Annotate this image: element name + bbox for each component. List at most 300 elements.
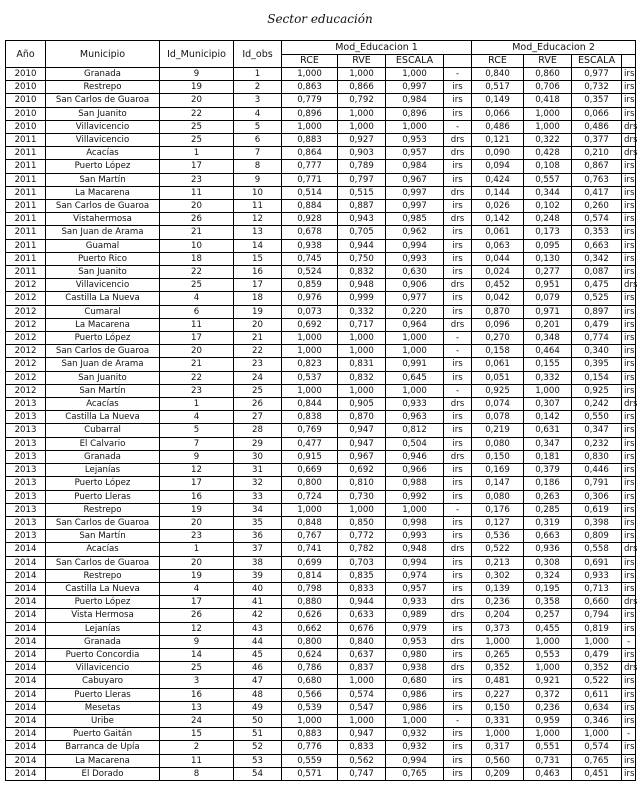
cell-escala-2: 0,897	[572, 305, 622, 318]
cell-rve-2: 0,418	[524, 94, 572, 107]
cell-escala-2: 0,475	[572, 279, 622, 292]
cell-municipio: La Macarena	[46, 186, 160, 199]
cell-id-municipio: 1	[160, 543, 234, 556]
cell-rve-2: 0,195	[524, 582, 572, 595]
table-row	[6, 688, 636, 701]
cell-ano: 2013	[6, 530, 46, 543]
cell-rve-1: 0,515	[338, 186, 386, 199]
cell-ano: 2013	[6, 424, 46, 437]
cell-ano: 2014	[6, 754, 46, 767]
cell-id-municipio: 11	[160, 318, 234, 331]
cell-returns-1: -	[444, 345, 472, 358]
cell-municipio: San Carlos de Guaroa	[46, 345, 160, 358]
cell-ano: 2011	[6, 134, 46, 147]
cell-escala-1: 0,680	[386, 675, 444, 688]
cell-escala-1: 0,957	[386, 582, 444, 595]
cell-municipio: San Carlos de Guaroa	[46, 200, 160, 213]
cell-escala-2: 0,357	[572, 94, 622, 107]
cell-returns-2: irs	[622, 173, 636, 186]
cell-returns-2: drs	[622, 147, 636, 160]
cell-rce-1: 0,571	[282, 767, 338, 780]
cell-ano: 2014	[6, 556, 46, 569]
cell-rce-1: 1,000	[282, 714, 338, 727]
cell-escala-2: 0,933	[572, 569, 622, 582]
cell-municipio: Granada	[46, 450, 160, 463]
cell-rce-2: 0,452	[472, 279, 524, 292]
cell-ano: 2011	[6, 252, 46, 265]
cell-escala-1: 0,948	[386, 543, 444, 556]
cell-rve-2: 0,706	[524, 81, 572, 94]
cell-escala-2: 0,525	[572, 292, 622, 305]
cell-rve-2: 0,102	[524, 200, 572, 213]
cell-rce-1: 0,477	[282, 437, 338, 450]
cell-rce-2: 0,176	[472, 503, 524, 516]
cell-rve-1: 0,835	[338, 569, 386, 582]
cell-rce-1: 0,678	[282, 226, 338, 239]
cell-rve-1: 1,000	[338, 384, 386, 397]
cell-rce-2: 0,925	[472, 384, 524, 397]
cell-id-municipio: 19	[160, 81, 234, 94]
cell-returns-1: irs	[444, 648, 472, 661]
cell-rce-2: 0,352	[472, 662, 524, 675]
cell-rve-2: 1,000	[524, 635, 572, 648]
cell-rce-2: 0,078	[472, 411, 524, 424]
cell-ano: 2011	[6, 213, 46, 226]
cell-returns-1: irs	[444, 94, 472, 107]
cell-rce-2: 0,147	[472, 477, 524, 490]
cell-id-obs: 40	[234, 582, 282, 595]
cell-returns-1: drs	[444, 609, 472, 622]
cell-id-obs: 50	[234, 714, 282, 727]
cell-escala-1: 1,000	[386, 120, 444, 133]
cell-returns-1: irs	[444, 358, 472, 371]
cell-municipio: Cubarral	[46, 424, 160, 437]
cell-rve-1: 0,866	[338, 81, 386, 94]
cell-returns-2: drs	[622, 134, 636, 147]
cell-id-municipio: 20	[160, 556, 234, 569]
cell-escala-1: 0,998	[386, 516, 444, 529]
table-body	[6, 68, 636, 781]
cell-rce-2: 0,142	[472, 213, 524, 226]
cell-municipio: San Martín	[46, 173, 160, 186]
cell-rve-2: 0,263	[524, 490, 572, 503]
cell-id-municipio: 17	[160, 596, 234, 609]
cell-ano: 2011	[6, 147, 46, 160]
cell-rve-1: 0,833	[338, 582, 386, 595]
cell-id-obs: 9	[234, 173, 282, 186]
cell-municipio: San Carlos de Guaroa	[46, 94, 160, 107]
cell-municipio: San Carlos de Guaroa	[46, 516, 160, 529]
cell-rve-1: 0,905	[338, 398, 386, 411]
cell-rve-2: 0,959	[524, 714, 572, 727]
cell-rce-2: 1,000	[472, 728, 524, 741]
table-row	[6, 741, 636, 754]
cell-id-obs: 12	[234, 213, 282, 226]
cell-rve-2: 0,095	[524, 239, 572, 252]
cell-rce-1: 0,724	[282, 490, 338, 503]
subheader-escala-1: ESCALA	[386, 55, 444, 68]
cell-returns-2: irs	[622, 675, 636, 688]
cell-rve-2: 0,731	[524, 754, 572, 767]
cell-rce-2: 0,066	[472, 107, 524, 120]
cell-returns-2: irs	[622, 292, 636, 305]
cell-id-municipio: 17	[160, 160, 234, 173]
cell-ano: 2011	[6, 186, 46, 199]
cell-returns-1: drs	[444, 279, 472, 292]
cell-id-municipio: 10	[160, 239, 234, 252]
cell-escala-2: 0,634	[572, 701, 622, 714]
cell-returns-1: irs	[444, 239, 472, 252]
cell-municipio: La Macarena	[46, 318, 160, 331]
cell-id-municipio: 20	[160, 94, 234, 107]
cell-escala-1: 0,985	[386, 213, 444, 226]
cell-escala-2: 0,340	[572, 345, 622, 358]
cell-rve-1: 1,000	[338, 332, 386, 345]
cell-id-municipio: 26	[160, 609, 234, 622]
cell-rce-1: 0,814	[282, 569, 338, 582]
cell-id-obs: 2	[234, 81, 282, 94]
cell-id-municipio: 20	[160, 345, 234, 358]
cell-returns-2: irs	[622, 186, 636, 199]
cell-ano: 2014	[6, 675, 46, 688]
cell-rve-1: 0,831	[338, 358, 386, 371]
cell-id-obs: 23	[234, 358, 282, 371]
cell-returns-1: irs	[444, 688, 472, 701]
cell-rve-1: 0,332	[338, 305, 386, 318]
cell-id-municipio: 23	[160, 173, 234, 186]
cell-ano: 2013	[6, 464, 46, 477]
cell-rce-2: 0,331	[472, 714, 524, 727]
cell-id-obs: 27	[234, 411, 282, 424]
cell-rve-2: 0,455	[524, 622, 572, 635]
cell-id-obs: 28	[234, 424, 282, 437]
cell-rce-2: 0,209	[472, 767, 524, 780]
cell-id-obs: 6	[234, 134, 282, 147]
table-row	[6, 384, 636, 397]
cell-rve-1: 0,833	[338, 741, 386, 754]
cell-rce-1: 0,864	[282, 147, 338, 160]
cell-rce-2: 0,302	[472, 569, 524, 582]
cell-id-municipio: 23	[160, 384, 234, 397]
header-id-obs: Id_obs	[234, 41, 282, 68]
cell-id-obs: 38	[234, 556, 282, 569]
cell-rve-1: 0,887	[338, 200, 386, 213]
cell-escala-1: 1,000	[386, 345, 444, 358]
cell-rce-1: 0,800	[282, 635, 338, 648]
table-row	[6, 530, 636, 543]
cell-rce-2: 0,026	[472, 200, 524, 213]
cell-escala-2: 0,660	[572, 596, 622, 609]
cell-returns-2: irs	[622, 503, 636, 516]
cell-rce-1: 0,798	[282, 582, 338, 595]
table-header	[6, 41, 636, 68]
cell-rce-1: 0,777	[282, 160, 338, 173]
cell-escala-2: 0,347	[572, 424, 622, 437]
table-row	[6, 305, 636, 318]
cell-returns-1: irs	[444, 411, 472, 424]
education-efficiency-table	[5, 40, 636, 781]
cell-id-municipio: 25	[160, 134, 234, 147]
table-row	[6, 411, 636, 424]
cell-id-municipio: 13	[160, 701, 234, 714]
cell-escala-1: 0,993	[386, 530, 444, 543]
cell-rce-2: 0,219	[472, 424, 524, 437]
cell-escala-1: 0,980	[386, 648, 444, 661]
cell-ano: 2010	[6, 94, 46, 107]
cell-rce-1: 0,073	[282, 305, 338, 318]
cell-escala-2: 0,791	[572, 477, 622, 490]
cell-escala-1: 0,986	[386, 688, 444, 701]
cell-rve-1: 0,692	[338, 464, 386, 477]
cell-municipio: Puerto Concordia	[46, 648, 160, 661]
subheader-rve-1: RVE	[338, 55, 386, 68]
cell-returns-1: irs	[444, 728, 472, 741]
cell-ano: 2014	[6, 728, 46, 741]
cell-rve-2: 0,348	[524, 332, 572, 345]
cell-rve-2: 0,173	[524, 226, 572, 239]
cell-id-obs: 30	[234, 450, 282, 463]
cell-id-obs: 16	[234, 266, 282, 279]
cell-rce-1: 0,848	[282, 516, 338, 529]
cell-escala-1: 0,765	[386, 767, 444, 780]
cell-municipio: Puerto López	[46, 477, 160, 490]
cell-escala-1: 0,906	[386, 279, 444, 292]
cell-municipio: Castilla La Nueva	[46, 411, 160, 424]
cell-municipio: Granada	[46, 68, 160, 81]
cell-rve-2: 0,130	[524, 252, 572, 265]
cell-rve-2: 0,332	[524, 371, 572, 384]
cell-rve-2: 0,344	[524, 186, 572, 199]
cell-rce-2: 0,560	[472, 754, 524, 767]
cell-id-obs: 21	[234, 332, 282, 345]
cell-municipio: Uribe	[46, 714, 160, 727]
cell-rve-1: 0,750	[338, 252, 386, 265]
cell-id-municipio: 8	[160, 767, 234, 780]
cell-id-municipio: 24	[160, 714, 234, 727]
cell-escala-2: 0,774	[572, 332, 622, 345]
cell-rve-1: 0,574	[338, 688, 386, 701]
cell-id-obs: 51	[234, 728, 282, 741]
cell-escala-2: 0,087	[572, 266, 622, 279]
cell-escala-2: 0,663	[572, 239, 622, 252]
cell-rve-1: 0,810	[338, 477, 386, 490]
cell-municipio: Lejanías	[46, 622, 160, 635]
cell-rce-1: 0,800	[282, 477, 338, 490]
cell-rce-1: 1,000	[282, 332, 338, 345]
cell-rve-2: 0,951	[524, 279, 572, 292]
cell-returns-1: irs	[444, 252, 472, 265]
cell-rce-1: 0,779	[282, 94, 338, 107]
cell-id-municipio: 21	[160, 226, 234, 239]
table-row	[6, 609, 636, 622]
table-caption: Sector educación	[267, 12, 373, 26]
cell-rce-1: 0,844	[282, 398, 338, 411]
cell-rve-2: 0,428	[524, 147, 572, 160]
cell-escala-2: 0,260	[572, 200, 622, 213]
cell-returns-1: -	[444, 120, 472, 133]
cell-ano: 2010	[6, 107, 46, 120]
cell-escala-1: 0,994	[386, 239, 444, 252]
cell-id-obs: 31	[234, 464, 282, 477]
cell-id-obs: 37	[234, 543, 282, 556]
cell-rce-1: 0,669	[282, 464, 338, 477]
cell-escala-1: 0,979	[386, 622, 444, 635]
table-row	[6, 213, 636, 226]
cell-rce-2: 1,000	[472, 635, 524, 648]
cell-returns-1: irs	[444, 371, 472, 384]
cell-rve-1: 1,000	[338, 345, 386, 358]
cell-id-municipio: 25	[160, 662, 234, 675]
cell-rce-1: 0,741	[282, 543, 338, 556]
cell-escala-2: 0,732	[572, 81, 622, 94]
cell-id-municipio: 20	[160, 516, 234, 529]
cell-returns-1: irs	[444, 530, 472, 543]
cell-rce-2: 0,044	[472, 252, 524, 265]
cell-escala-1: 0,812	[386, 424, 444, 437]
cell-municipio: Puerto López	[46, 160, 160, 173]
cell-returns-1: drs	[444, 543, 472, 556]
cell-id-obs: 7	[234, 147, 282, 160]
cell-id-municipio: 17	[160, 332, 234, 345]
cell-municipio: Restrepo	[46, 81, 160, 94]
cell-municipio: Restrepo	[46, 503, 160, 516]
cell-returns-1: drs	[444, 596, 472, 609]
header-ano: Año	[6, 41, 46, 68]
cell-rve-1: 0,547	[338, 701, 386, 714]
cell-returns-1: irs	[444, 437, 472, 450]
cell-rve-2: 1,000	[524, 728, 572, 741]
cell-municipio: Acacías	[46, 543, 160, 556]
cell-municipio: San Juanito	[46, 266, 160, 279]
cell-escala-1: 0,220	[386, 305, 444, 318]
cell-municipio: La Macarena	[46, 754, 160, 767]
cell-escala-1: 0,953	[386, 134, 444, 147]
cell-id-municipio: 9	[160, 635, 234, 648]
cell-returns-2: irs	[622, 582, 636, 595]
cell-id-municipio: 4	[160, 582, 234, 595]
cell-rce-2: 0,121	[472, 134, 524, 147]
cell-escala-1: 0,977	[386, 292, 444, 305]
cell-id-obs: 45	[234, 648, 282, 661]
cell-returns-1: irs	[444, 701, 472, 714]
cell-escala-2: 0,446	[572, 464, 622, 477]
cell-municipio: San Juanito	[46, 371, 160, 384]
cell-escala-2: 0,232	[572, 437, 622, 450]
cell-id-obs: 52	[234, 741, 282, 754]
cell-escala-1: 0,994	[386, 556, 444, 569]
cell-municipio: San Juanito	[46, 107, 160, 120]
table-row	[6, 318, 636, 331]
cell-id-obs: 35	[234, 516, 282, 529]
cell-id-municipio: 16	[160, 688, 234, 701]
cell-ano: 2014	[6, 596, 46, 609]
cell-ano: 2014	[6, 767, 46, 780]
cell-municipio: Puerto López	[46, 332, 160, 345]
cell-municipio: Granada	[46, 635, 160, 648]
cell-rce-2: 0,486	[472, 120, 524, 133]
cell-municipio: San Martín	[46, 384, 160, 397]
cell-municipio: Puerto Lleras	[46, 490, 160, 503]
cell-ano: 2013	[6, 437, 46, 450]
cell-rve-1: 0,705	[338, 226, 386, 239]
cell-rce-1: 0,823	[282, 358, 338, 371]
cell-escala-2: 0,574	[572, 213, 622, 226]
table-row	[6, 252, 636, 265]
header-id-municipio: Id_Municipio	[160, 41, 234, 68]
cell-rve-2: 0,248	[524, 213, 572, 226]
cell-rve-2: 0,631	[524, 424, 572, 437]
table-row	[6, 714, 636, 727]
table-row	[6, 292, 636, 305]
cell-rve-2: 0,936	[524, 543, 572, 556]
cell-rve-2: 1,000	[524, 384, 572, 397]
cell-rce-1: 0,745	[282, 252, 338, 265]
cell-rce-2: 0,270	[472, 332, 524, 345]
cell-rce-1: 0,624	[282, 648, 338, 661]
cell-escala-2: 0,619	[572, 503, 622, 516]
cell-ano: 2014	[6, 688, 46, 701]
cell-returns-2: irs	[622, 609, 636, 622]
subheader-rce-1: RCE	[282, 55, 338, 68]
cell-ano: 2014	[6, 701, 46, 714]
cell-returns-2: irs	[622, 358, 636, 371]
cell-id-municipio: 20	[160, 200, 234, 213]
cell-id-obs: 53	[234, 754, 282, 767]
subheader-escala-2: ESCALA	[572, 55, 622, 68]
cell-rce-1: 0,514	[282, 186, 338, 199]
cell-id-municipio: 14	[160, 648, 234, 661]
cell-escala-1: 0,933	[386, 398, 444, 411]
cell-escala-1: 0,974	[386, 569, 444, 582]
cell-id-municipio: 12	[160, 622, 234, 635]
cell-municipio: Acacías	[46, 147, 160, 160]
cell-rce-2: 0,090	[472, 147, 524, 160]
cell-returns-2: irs	[622, 424, 636, 437]
cell-returns-1: -	[444, 384, 472, 397]
cell-escala-1: 0,504	[386, 437, 444, 450]
cell-escala-2: 0,819	[572, 622, 622, 635]
cell-rce-2: 0,061	[472, 358, 524, 371]
header-municipio: Municipio	[46, 41, 160, 68]
table-row	[6, 754, 636, 767]
cell-rce-1: 1,000	[282, 503, 338, 516]
cell-rce-2: 0,236	[472, 596, 524, 609]
cell-returns-2: irs	[622, 516, 636, 529]
cell-rce-2: 0,158	[472, 345, 524, 358]
cell-returns-1: drs	[444, 635, 472, 648]
cell-rve-1: 0,832	[338, 371, 386, 384]
cell-escala-2: 0,342	[572, 252, 622, 265]
table-row	[6, 450, 636, 463]
cell-rce-2: 0,144	[472, 186, 524, 199]
cell-rce-1: 0,915	[282, 450, 338, 463]
cell-rve-2: 0,236	[524, 701, 572, 714]
cell-id-municipio: 6	[160, 305, 234, 318]
cell-returns-1: irs	[444, 767, 472, 780]
cell-returns-1: drs	[444, 147, 472, 160]
cell-id-municipio: 1	[160, 147, 234, 160]
cell-id-municipio: 15	[160, 728, 234, 741]
cell-id-municipio: 21	[160, 358, 234, 371]
cell-id-obs: 4	[234, 107, 282, 120]
table-row	[6, 728, 636, 741]
cell-rve-1: 0,703	[338, 556, 386, 569]
cell-returns-1: -	[444, 503, 472, 516]
table-row	[6, 503, 636, 516]
cell-rve-1: 0,676	[338, 622, 386, 635]
cell-rve-1: 0,903	[338, 147, 386, 160]
cell-returns-2: irs	[622, 437, 636, 450]
